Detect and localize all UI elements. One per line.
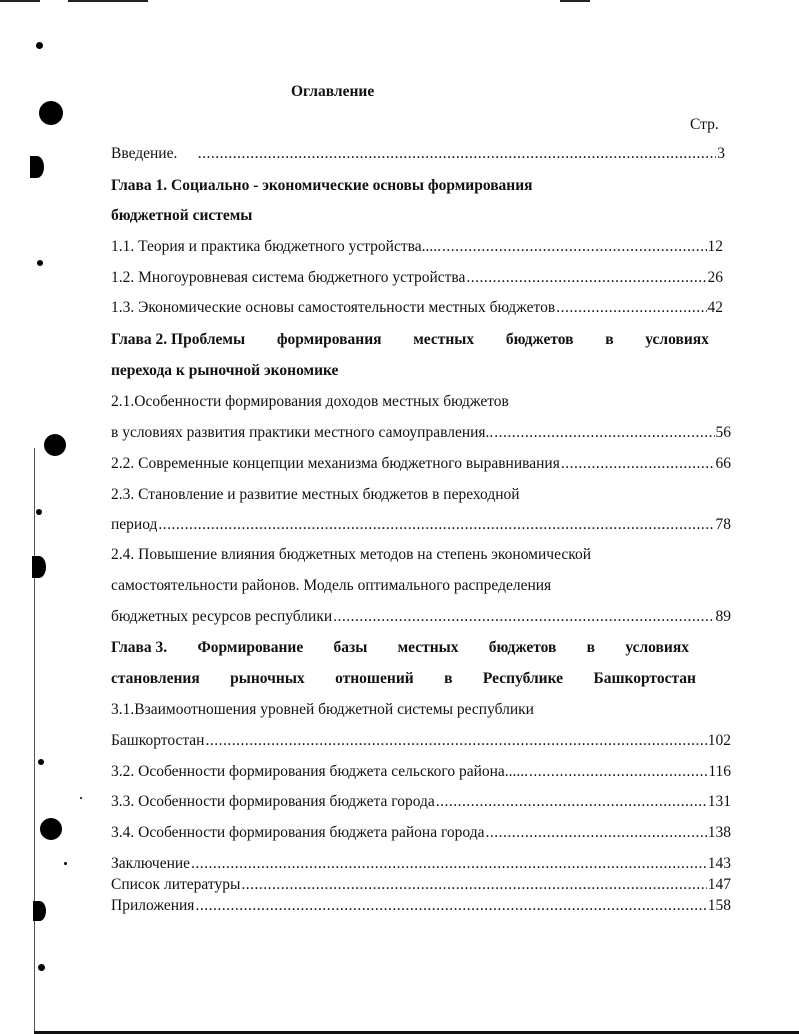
toc-entry-2-2: 2.2. Современные концепции механизма бюджетного выравнивания ..... 66 [111, 454, 731, 474]
toc-entry-bibliography: Список литературы ..... 147 [111, 875, 731, 895]
chapter-3-heading-cont: становления рыночных отношений в Республике Башкортостан [111, 670, 696, 687]
toc-entry-2-4: бюджетных ресурсов республики ..... 89 [111, 607, 731, 627]
toc-entry-2-1-line1: 2.1.Особенности формирования доходов местных бюджетов [111, 393, 509, 410]
toc-entry-2-3: период ..... 78 [111, 515, 731, 535]
toc-entry-3-1-line1: 3.1.Взаимоотношения уровней бюджетной системы республики [111, 701, 534, 718]
punch-hole [39, 101, 63, 125]
toc-entry-2-1: в условиях развития практики местного самоуправления.. ..... 56 [111, 423, 731, 443]
scan-speck [80, 797, 82, 799]
scan-edge-top-right [560, 0, 590, 2]
scan-edge-left [34, 448, 35, 1034]
punch-hole [44, 434, 66, 456]
toc-entry-introduction: Введение. ..... 3 [111, 144, 725, 164]
scan-speck [38, 759, 44, 765]
scan-speck [37, 260, 43, 266]
punch-hole [30, 156, 44, 178]
toc-entry-2-4-line1: 2.4. Повышение влияния бюджетных методов на степень экономической [111, 546, 592, 563]
punch-hole [32, 556, 46, 578]
scan-speck [36, 509, 42, 515]
scan-edge-top-mid [68, 0, 148, 2]
toc-entry-3-4: 3.4. Особенности формирования бюджета района города ..... 138 [111, 823, 731, 843]
toc-entry-1-2: 1.2. Многоуровневая система бюджетного устройства ..... 26 [111, 268, 723, 288]
chapter-1-heading: Глава 1. Социально - экономические основы формирования [111, 177, 533, 194]
punch-hole [40, 818, 62, 840]
toc-entry-3-2: 3.2. Особенности формирования бюджета сельского района...... ..... 116 [111, 762, 731, 782]
chapter-2-heading-cont: перехода к рыночной экономике [111, 362, 339, 379]
toc-entry-conclusion: Заключение ..... 143 [111, 854, 731, 874]
punch-hole [33, 901, 46, 921]
chapter-3-heading: Глава 3. Формирование базы местных бюджетов в условиях [111, 639, 689, 656]
scan-speck [36, 42, 43, 49]
toc-entry-2-4-line2: самостоятельности районов. Модель оптимального распределения [111, 577, 552, 594]
toc-entry-appendices: Приложения ..... 158 [111, 896, 731, 916]
toc-entry-2-3-line1: 2.3. Становление и развитие местных бюджетов в переходной [111, 486, 520, 503]
chapter-2-heading: Глава 2. Проблемы формирования местных бюджетов в условиях [111, 331, 709, 348]
scan-speck [38, 964, 45, 971]
toc-entry-1-1: 1.1. Теория и практика бюджетного устройства..... ..... 12 [111, 237, 723, 257]
toc-entry-1-3: 1.3. Экономические основы самостоятельности местных бюджетов ..... 42 [111, 298, 723, 318]
chapter-1-heading-cont: бюджетной системы [111, 207, 253, 224]
scan-edge-top-left [0, 0, 40, 2]
toc-title: Оглавление [291, 83, 375, 100]
scan-speck [64, 862, 67, 865]
page-column-label: Стр. [690, 116, 719, 133]
toc-entry-3-1: Башкортостан ..... 102 [111, 731, 731, 751]
toc-entry-3-3: 3.3. Особенности формирования бюджета города ..... 131 [111, 792, 731, 812]
